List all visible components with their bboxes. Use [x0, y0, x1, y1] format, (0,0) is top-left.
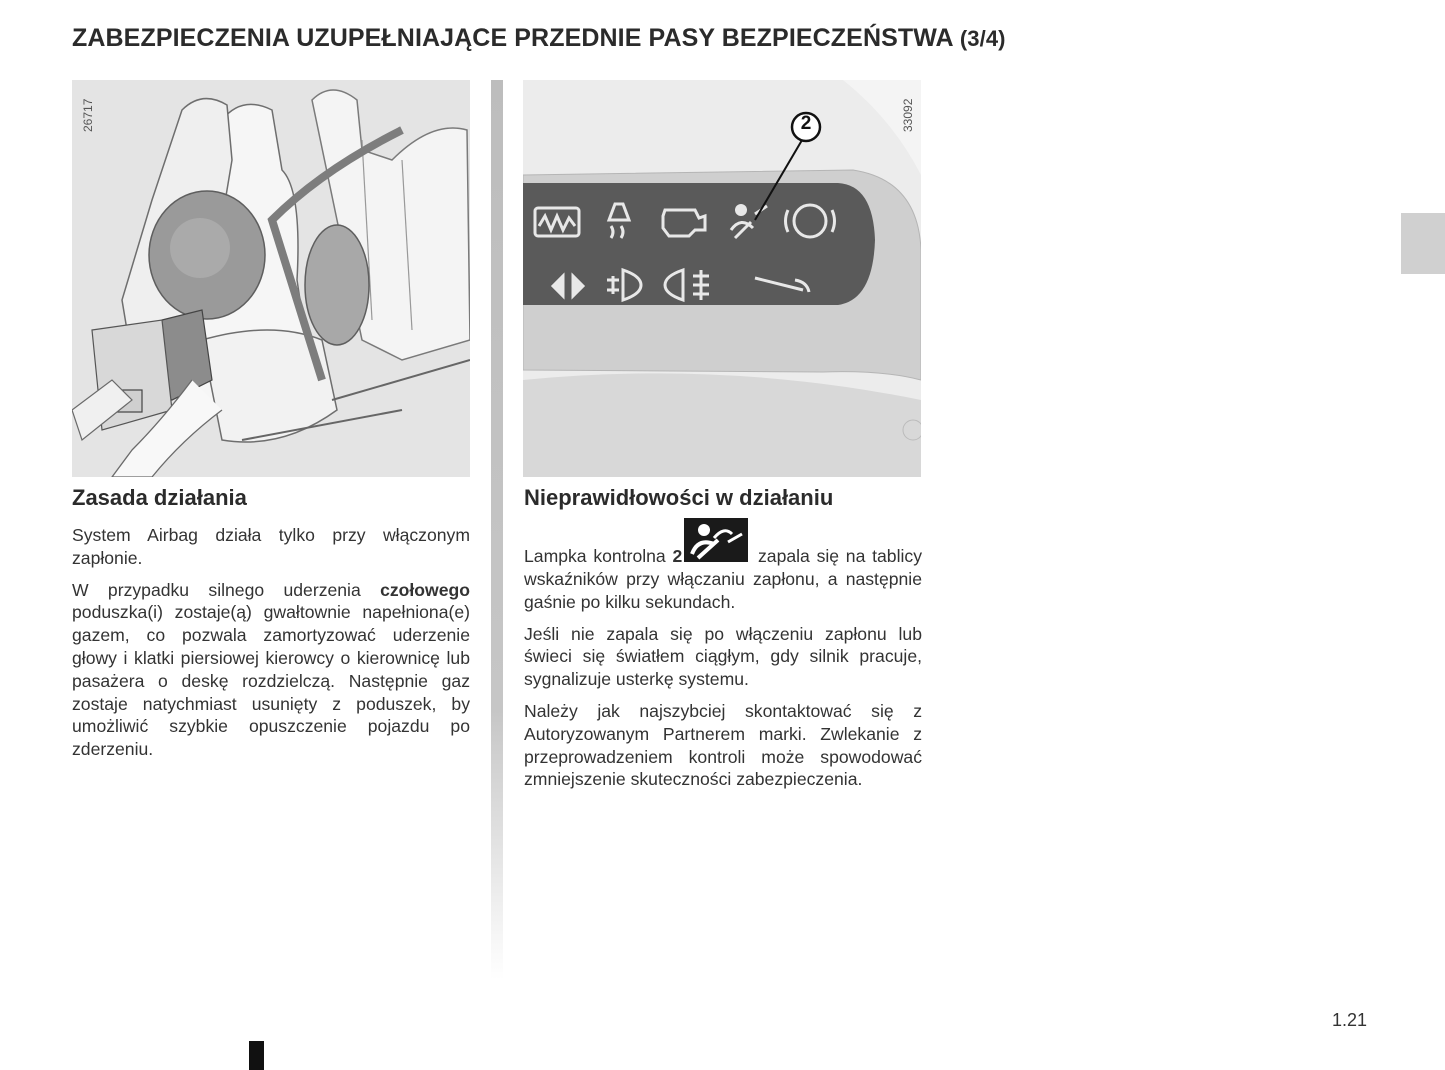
- figure-code: 26717: [81, 98, 95, 132]
- airbag-warning-icon: [684, 518, 748, 562]
- page-title-part: (3/4): [959, 26, 1006, 51]
- column-divider: [491, 80, 503, 980]
- paragraph-text: Lampka kontrolna: [524, 546, 673, 566]
- callout-number: 2: [800, 113, 812, 134]
- section-heading: Zasada działania: [72, 485, 247, 510]
- right-column: [524, 484, 922, 800]
- section-tab-marker: [1401, 213, 1445, 274]
- figure-code: 33092: [901, 98, 915, 132]
- paragraph: [524, 524, 922, 614]
- bold-term: czołowego: [380, 579, 470, 600]
- left-column: [72, 484, 470, 770]
- page-number: 1.21: [1332, 1010, 1368, 1030]
- airbag-deployment-icon: [72, 80, 470, 477]
- paragraph-text: zapala się na tablicy wskaźników przy włączaniu zapłonu, a następnie gaśnie po kilku sekundach.: [524, 546, 922, 612]
- paragraph-text: poduszka(i) zostaje(ą) gwałtownie napełniona(e) gazem, co pozwala zamortyzować uderzenie głowy i klatki piersiowej kierowcy o kierownicę lub pasażera o deskę rozdzielczą. Następnie gaz zostaje natychmiast usunięty z poduszek, by umożliwić szybkie opuszczenie pojazdu po zderzeniu.: [72, 602, 470, 760]
- callout-reference: 2: [672, 546, 683, 566]
- paragraph: Jeśli nie zapala się po włączeniu zapłonu lub świeci się światłem ciągłym, gdy silnik pracuje, sygnalizuje usterkę systemu.: [524, 623, 922, 690]
- paragraph: [72, 579, 470, 761]
- warning-lights-illustration: [523, 80, 921, 477]
- section-heading: Nieprawidłowości w działaniu: [524, 485, 834, 510]
- paragraph: System Airbag działa tylko przy włączonym zapłonie.: [72, 525, 470, 568]
- airbag-illustration: [72, 80, 470, 477]
- instrument-cluster-icon: [523, 80, 921, 477]
- page-title-text: ZABEZPIECZENIA UZUPEŁNIAJĄCE PRZEDNIE PASY BEZPIECZEŃSTWA: [72, 24, 953, 52]
- print-crop-mark: [249, 1041, 264, 1070]
- page-title: [72, 24, 1006, 53]
- paragraph: Należy jak najszybciej skontaktować się z Autoryzowanym Partnerem marki. Zwlekanie z przeprowadzeniem kontroli może spowodować zmniejszenie skuteczności zabezpieczenia.: [524, 700, 922, 790]
- paragraph-text: W przypadku silnego uderzenia: [72, 579, 381, 600]
